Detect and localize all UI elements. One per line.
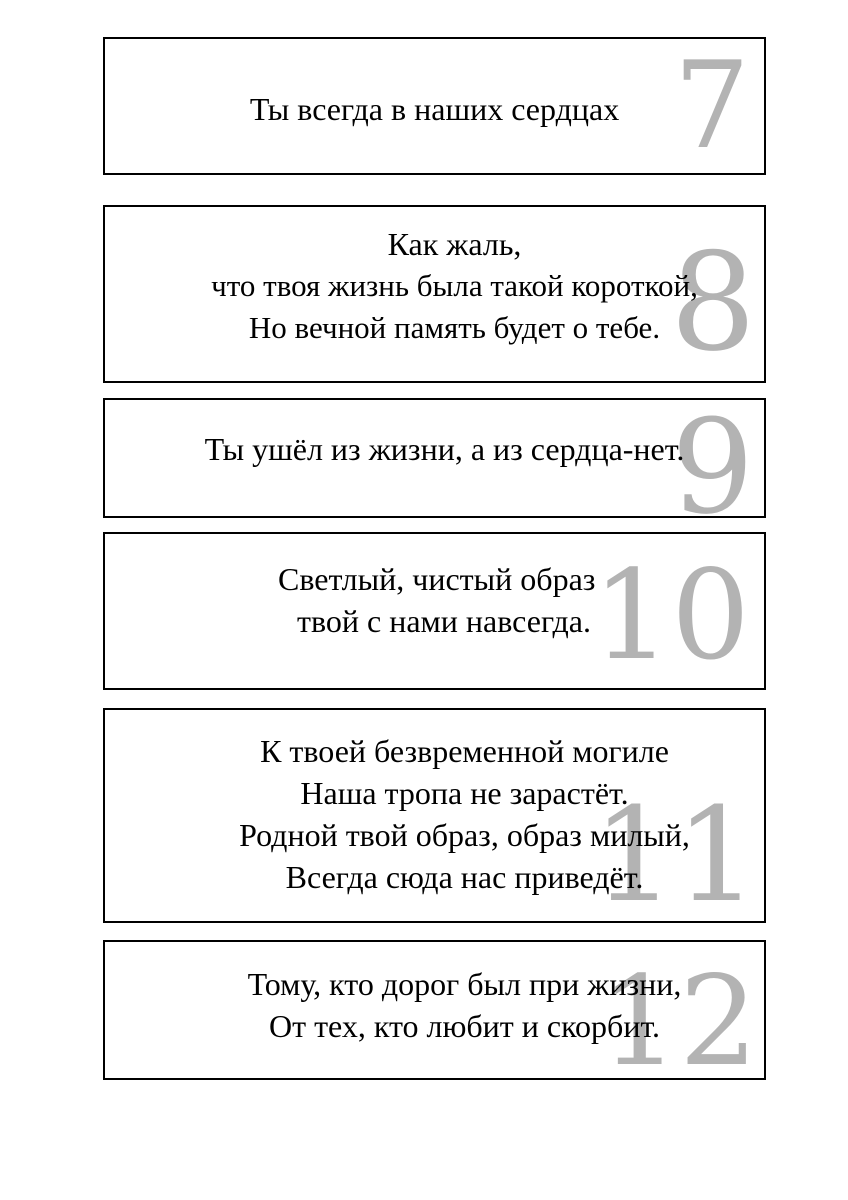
card-number: 12 xyxy=(600,950,758,1080)
card-8 xyxy=(103,205,766,383)
card-text-line: От тех, кто любит и скорбит. xyxy=(268,1008,661,1044)
card-text-line: Всегда сюда нас приведёт. xyxy=(285,859,644,895)
card-text-line: Ты ушёл из жизни, а из сердца-нет. xyxy=(204,431,685,467)
card-7 xyxy=(103,37,766,175)
card-text-line: Наша тропа не зарастёт. xyxy=(300,775,629,811)
card-number: 8 xyxy=(670,224,756,381)
card-text-line: твой с нами навсегда. xyxy=(297,603,591,639)
card-text-line: что твоя жизнь была такой короткой, xyxy=(211,268,698,303)
card-text xyxy=(165,730,764,898)
card-text xyxy=(105,88,764,130)
card-10 xyxy=(103,532,766,690)
card-number: 9 xyxy=(671,398,754,518)
card-text xyxy=(125,428,764,470)
card-text-line: Родной твой образ, образ милый, xyxy=(239,817,690,853)
card-text-line: Как жаль, xyxy=(387,226,522,262)
card-number: 10 xyxy=(592,544,750,688)
card-text-line: Но вечной память будет о тебе. xyxy=(248,310,661,345)
card-9 xyxy=(103,398,766,518)
card-text xyxy=(255,558,764,642)
card-12 xyxy=(103,940,766,1080)
card-number: 7 xyxy=(673,37,750,175)
card-text xyxy=(165,963,764,1047)
card-text xyxy=(145,223,764,349)
card-text-line: К твоей безвременной могиле xyxy=(260,733,669,769)
card-11 xyxy=(103,708,766,923)
card-text-line: Тому, кто дорог был при жизни, xyxy=(247,966,682,1002)
card-text-line: Ты всегда в наших сердцах xyxy=(249,91,620,127)
card-text-line: Светлый, чистый образ xyxy=(278,561,596,597)
card-number: 11 xyxy=(592,779,758,923)
